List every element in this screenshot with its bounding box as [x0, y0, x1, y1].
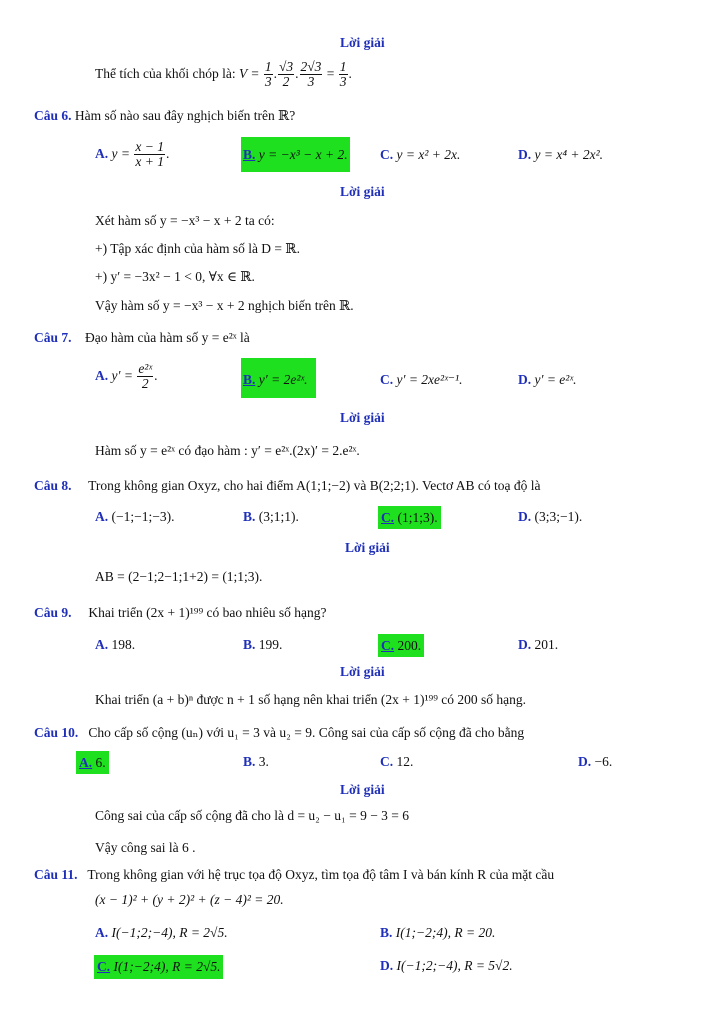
option-expr: y = x⁴ + 2x². [534, 147, 604, 162]
option-expr: 3. [258, 754, 269, 769]
option-expr: I(−1;2;−4), R = 5√2. [396, 958, 513, 973]
option-c[interactable] [94, 955, 223, 979]
solution-text: Thể tích của khối chóp là: [95, 65, 239, 81]
option-letter: B. [243, 637, 256, 652]
option-b[interactable] [243, 509, 299, 525]
solution-heading: Lời giải [340, 35, 385, 50]
option-expr: (3;3;−1). [534, 509, 583, 524]
option-letter: D. [518, 147, 532, 162]
question-text: Đạo hàm của hàm số y = e²ˣ là [85, 330, 250, 345]
option-letter: D. [380, 958, 394, 973]
option-b[interactable] [243, 637, 282, 653]
solution-heading: Lời giải [345, 540, 390, 555]
formula-lhs: V = [238, 65, 260, 81]
option-expr: (1;1;3). [397, 510, 438, 525]
solution-line: Vậy công sai là 6 . [95, 840, 196, 855]
solution-line: Vậy hàm số y = −x³ − x + 2 nghịch biến trên ℝ. [95, 298, 354, 313]
option-expr: 201. [534, 637, 559, 652]
question-label: Câu 10. [34, 725, 79, 740]
option-expr: 198. [111, 637, 136, 652]
option-letter: C. [380, 754, 394, 769]
solution-line: +) y′ = −3x² − 1 < 0, ∀x ∈ ℝ. [95, 269, 255, 284]
option-a[interactable]: A. y′ = $\frac{\text{e²ˣ}}{2}$ . [95, 361, 158, 392]
option-letter: B. [243, 147, 256, 162]
option-c[interactable] [380, 372, 462, 388]
question-label: Câu 11. [34, 867, 78, 882]
option-letter: A. [95, 637, 109, 652]
option-expr: y′ = e²ˣ. [534, 372, 577, 387]
question-text: Khai triển (2x + 1)¹⁹⁹ có bao nhiêu số hạng? [88, 605, 327, 620]
option-d[interactable] [518, 637, 558, 653]
question-10 [34, 725, 524, 741]
option-b[interactable] [380, 925, 495, 941]
question-label: Câu 8. [34, 478, 72, 493]
option-expr: I(1;−2;4), R = 2√5. [113, 959, 221, 974]
option-expr: (−1;−1;−3). [111, 509, 175, 524]
option-letter: D. [518, 509, 532, 524]
option-letter: B. [380, 925, 393, 940]
option-letter: A. [95, 367, 109, 383]
option-letter: A. [95, 509, 109, 524]
option-b[interactable] [243, 754, 269, 770]
option-lhs: y = [111, 145, 130, 161]
option-letter: B. [243, 372, 256, 387]
fraction: $\frac{\text{e²ˣ}}{2}$ [138, 361, 153, 392]
option-c[interactable] [380, 754, 413, 770]
option-expr: 199. [258, 637, 283, 652]
solution-heading: Lời giải [340, 184, 385, 199]
question-9 [34, 605, 327, 621]
question-7 [34, 330, 250, 346]
option-c[interactable] [378, 634, 424, 657]
question-text: Trong không gian Oxyz, cho hai điểm A(1;1;−2) và B(2;2;1). Vectơ AB có toạ độ là [88, 478, 541, 493]
question-6 [34, 108, 295, 124]
option-c[interactable] [378, 506, 441, 529]
option-d[interactable] [518, 509, 582, 525]
fraction: $\frac{1}{3}$ [339, 59, 347, 90]
option-letter: D. [518, 372, 532, 387]
solution-line: Khai triển (a + b)ⁿ được n + 1 số hạng nên khai triển (2x + 1)¹⁹⁹ có 200 số hạng. [95, 692, 527, 707]
solution-heading: Lời giải [340, 664, 385, 679]
option-a[interactable] [76, 751, 109, 774]
option-letter: C. [381, 638, 395, 653]
option-expr: 200. [397, 638, 422, 653]
question-label: Câu 7. [34, 330, 72, 345]
question-8 [34, 478, 540, 494]
fraction: $\frac{√3}{2}$ [278, 59, 294, 90]
solution-line: AB = (2−1;2−1;1+2) = (1;1;3). [95, 569, 263, 584]
fraction: $\frac{1}{3}$ [264, 59, 272, 90]
solution-line: Công sai của cấp số cộng đã cho là d = u₂ − u₁ = 9 − 3 = 6 [95, 808, 410, 823]
question-text: Trong không gian với hệ trục tọa độ Oxyz, tìm tọa độ tâm I và bán kính R của mặt cầu [87, 867, 555, 882]
option-a[interactable]: A. y = $\frac{x - 1}{x + 1}$ . [95, 139, 170, 170]
option-expr: I(−1;2;−4), R = 2√5. [111, 925, 228, 940]
option-d[interactable] [518, 147, 603, 163]
option-c[interactable] [380, 147, 460, 163]
solution-line: Hàm số y = e²ˣ có đạo hàm : y′ = e²ˣ.(2x)′ = 2.e²ˣ. [95, 443, 360, 458]
option-expr: I(1;−2;4), R = 20. [395, 925, 496, 940]
option-a[interactable] [95, 509, 174, 525]
option-letter: A. [95, 145, 109, 161]
option-letter: D. [518, 637, 532, 652]
solution-line: Xét hàm số y = −x³ − x + 2 ta có: [95, 213, 275, 228]
option-letter: C. [381, 510, 395, 525]
option-expr: y = −x³ − x + 2. [258, 147, 348, 162]
option-expr: y = x² + 2x. [396, 147, 461, 162]
option-d[interactable] [380, 958, 513, 974]
question-11 [34, 867, 554, 883]
option-letter: C. [380, 372, 394, 387]
option-letter: A. [79, 755, 93, 770]
fraction: $\frac{x - 1}{x + 1}$ [135, 139, 164, 170]
solution-line: +) Tập xác định của hàm số là D = ℝ. [95, 241, 301, 256]
option-d[interactable] [578, 754, 612, 770]
option-a[interactable] [95, 925, 228, 941]
question-label: Câu 9. [34, 605, 72, 620]
option-expr: 12. [396, 754, 414, 769]
question-label: Câu 6. [34, 108, 72, 123]
question-text: Hàm số nào sau đây nghịch biến trên ℝ? [74, 108, 296, 123]
option-d[interactable] [518, 372, 577, 388]
solution-heading: Lời giải [340, 410, 385, 425]
option-expr: −6. [594, 754, 613, 769]
option-expr: 6. [95, 755, 106, 770]
option-letter: D. [578, 754, 592, 769]
option-letter: A. [95, 925, 109, 940]
option-lhs: y′ = [111, 367, 133, 383]
option-expr: y′ = 2xe²ˣ⁻¹. [396, 372, 463, 387]
option-expr: y′ = 2e²ˣ. [258, 372, 308, 387]
option-letter: B. [243, 509, 256, 524]
question-text: Cho cấp số cộng (uₙ) với u₁ = 3 và u₂ = 9. Công sai của cấp số cộng đã cho bằng [88, 725, 525, 740]
option-b[interactable] [243, 147, 348, 163]
option-b[interactable] [243, 372, 308, 388]
option-letter: C. [97, 959, 111, 974]
solution-heading: Lời giải [340, 782, 385, 797]
solution-volume: Thể tích của khối chóp là: V = $\frac{1}{3}$ . $\frac{√3}{2}$ . $\frac{2√3}{3}$ = $\frac{1}{3}$ . [95, 59, 352, 90]
option-expr: (3;1;1). [258, 509, 299, 524]
option-letter: C. [380, 147, 394, 162]
option-a[interactable] [95, 637, 135, 653]
option-letter: B. [243, 754, 256, 769]
fraction: $\frac{2√3}{3}$ [300, 59, 322, 90]
question-text-continued: (x − 1)² + (y + 2)² + (z − 4)² = 20. [95, 892, 284, 907]
